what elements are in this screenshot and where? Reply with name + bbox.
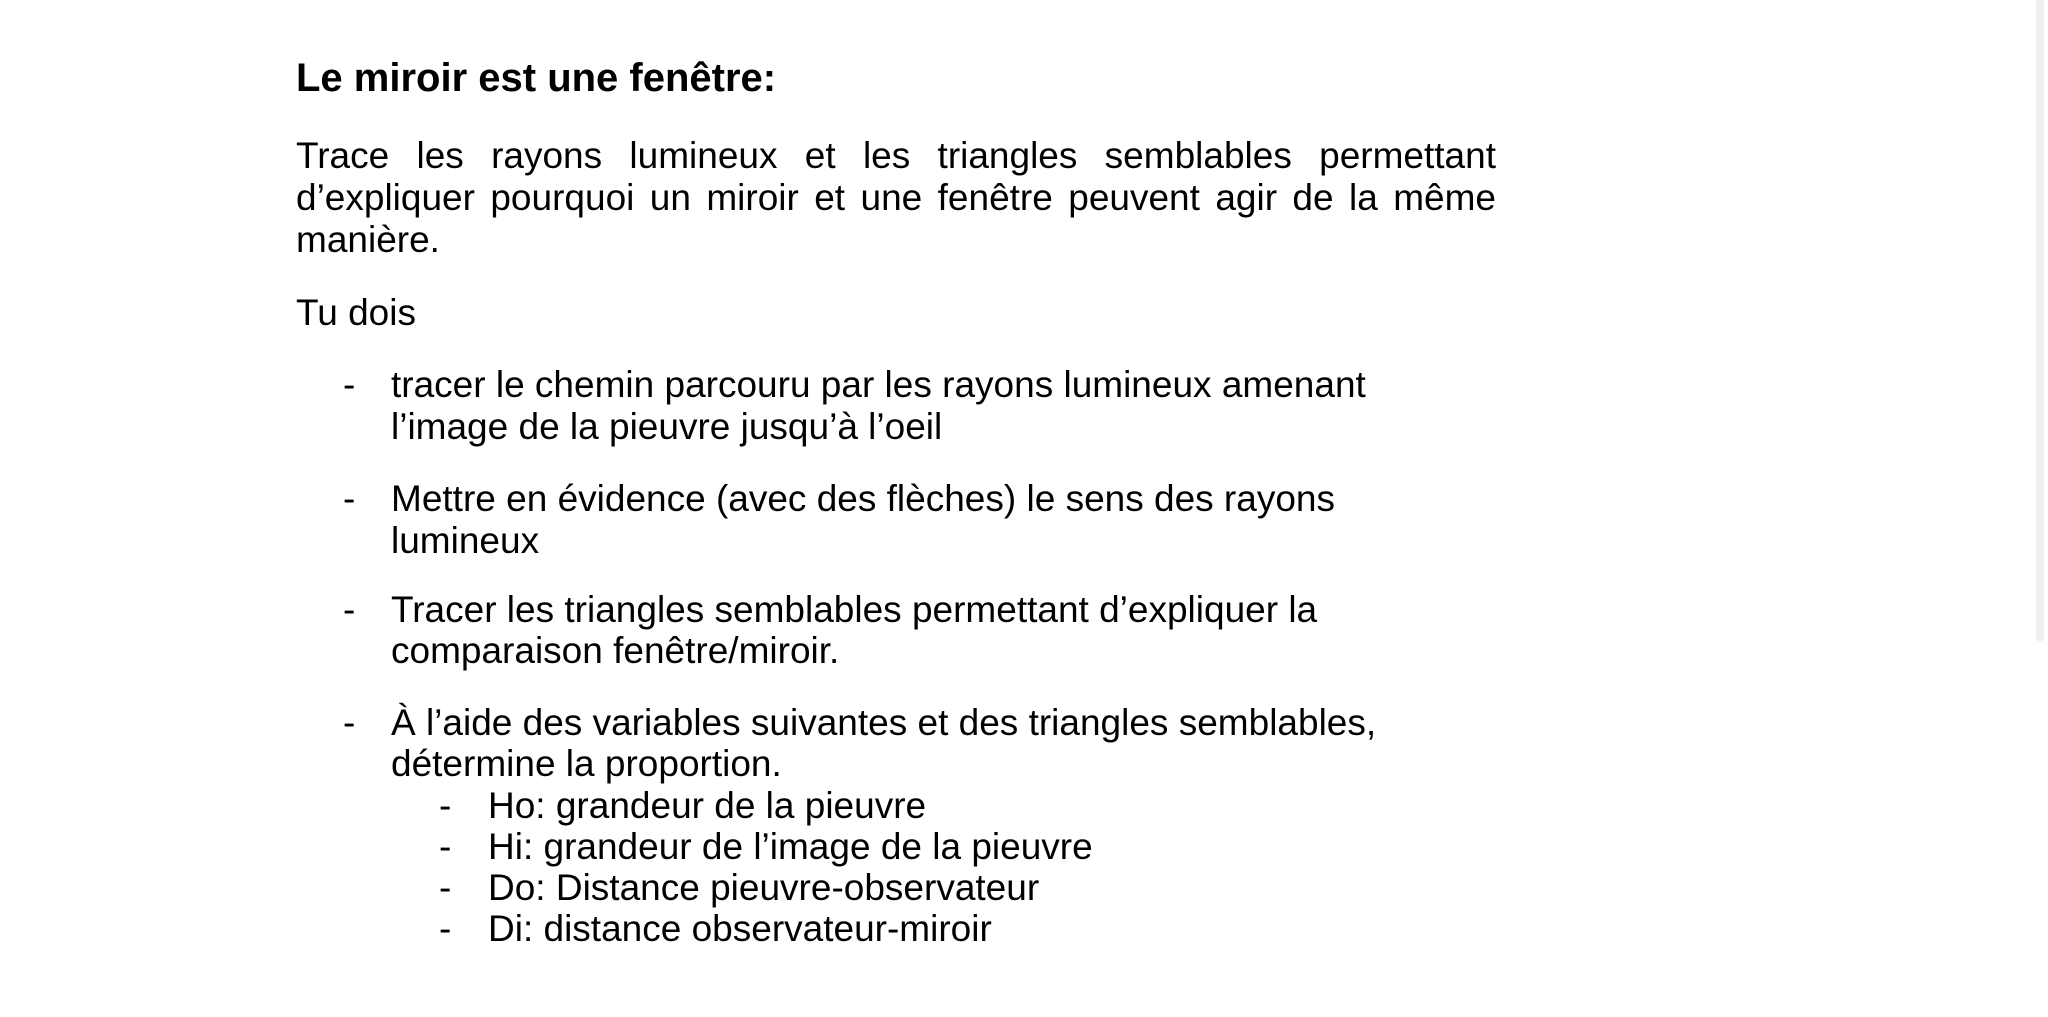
list-item-line: détermine la proportion. <box>391 743 782 784</box>
dash-bullet-icon: - <box>439 908 452 949</box>
variable-do: Do: Distance pieuvre-observateur <box>488 867 1040 908</box>
dash-bullet-icon: - <box>439 867 452 908</box>
list-item-line: Tracer les triangles semblables permettant d’expliquer la <box>391 589 1318 630</box>
dash-bullet-icon: - <box>343 702 356 743</box>
lead-in-text: Tu dois <box>296 292 416 333</box>
dash-bullet-icon: - <box>439 826 452 867</box>
list-item-line: À l’aide des variables suivantes et des triangles semblables, <box>391 702 1377 743</box>
list-item-line: l’image de la pieuvre jusqu’à l’oeil <box>391 406 943 447</box>
page-title: Le miroir est une fenêtre: <box>296 56 777 100</box>
list-item-line: Mettre en évidence (avec des flèches) le sens des rayons <box>391 478 1335 519</box>
dash-bullet-icon: - <box>343 478 356 519</box>
intro-line-2: d’expliquer pourquoi un miroir et une fenêtre peuvent agir de la même <box>296 177 1496 218</box>
variable-hi: Hi: grandeur de l’image de la pieuvre <box>488 826 1093 867</box>
dash-bullet-icon: - <box>343 589 356 630</box>
list-item-line: tracer le chemin parcouru par les rayons lumineux amenant <box>391 364 1366 405</box>
variable-ho: Ho: grandeur de la pieuvre <box>488 785 927 826</box>
list-item-line: comparaison fenêtre/miroir. <box>391 630 840 671</box>
intro-line-3: manière. <box>296 219 440 260</box>
variable-di: Di: distance observateur-miroir <box>488 908 992 949</box>
dash-bullet-icon: - <box>439 785 452 826</box>
list-item-line: lumineux <box>391 520 540 561</box>
dash-bullet-icon: - <box>343 364 356 405</box>
intro-line-1: Trace les rayons lumineux et les triangles semblables permettant <box>296 135 1496 176</box>
vertical-scrollbar[interactable] <box>2036 0 2044 641</box>
